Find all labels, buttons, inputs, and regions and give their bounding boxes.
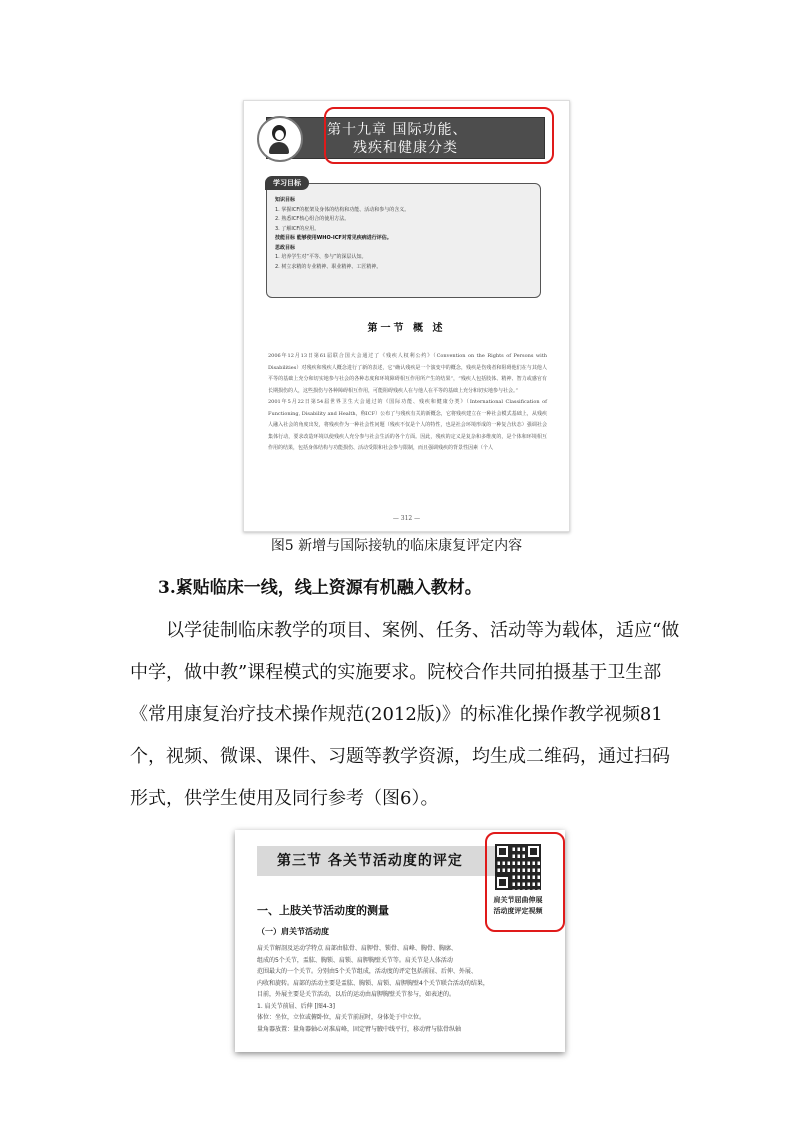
objective-item: 知识目标 — [275, 197, 296, 203]
paragraph-line: 中学，做中教”课程模式的实施要求。院校合作共同拍摄基于卫生部 — [130, 662, 662, 683]
paragraph-line: 个，视频、微课、课件、习题等教学资源，均生成二维码，通过扫码 — [130, 746, 670, 767]
objective-item: 技能目标 能够使用WHO-ICF对常见疾病进行评估。 — [275, 235, 392, 241]
figure-6-body — [257, 943, 553, 1035]
objective-item: 3. 了解ICF的应用。 — [275, 225, 320, 232]
figure-5-caption: 图5 新增与国际接轨的临床康复评定内容 — [270, 538, 523, 554]
sub-subsection-heading: （一）肩关节活动度 — [257, 927, 329, 936]
section-heading: 3.紧贴临床一线，线上资源有机融入教材。 — [158, 578, 482, 598]
highlight-box-qr — [485, 832, 565, 932]
learning-objectives-list — [275, 196, 534, 272]
objective-item: 1. 掌握ICF的框架及身体的结构和功能、活动和参与的含义。 — [275, 206, 410, 213]
highlight-box-chapter — [324, 107, 554, 164]
qr-caption-line-1: 肩关节屈曲伸展 — [493, 896, 543, 904]
section-paragraph-2: 2001年5月22日第54届世界卫生大会通过的《国际功能、残疾和健康分类》（International Classification of Functioning, Disability and Health，称ICF）公布了与残疾有关的新概念，它将残疾建立在一种社会模式基础上，从残疾人融入社会的角度出发，将残疾作为一种社会性问题（残疾不仅是个人的特性，也是社会环境形成的一种复合状态）强调社会集体行动，要求改造环境以使残疾人充分参与社会生活的各个方面。因此，残疾的定义是复杂和多维度的，是个体和环境相互作用的结果，包括身体结构与功能损伤、活动受限和社会参与限制，而且强调残疾的背景性因素（个人 — [268, 399, 547, 451]
body-paragraph — [130, 610, 690, 820]
objective-item: 2. 熟悉ICF核心组合的使用方法。 — [275, 216, 350, 222]
paragraph-line: 形式，供学生使用及同行参考（图6）。 — [130, 788, 439, 809]
objective-item: 1. 培养学生对“平等、参与”的深层认知。 — [275, 254, 367, 260]
paragraph-line: 《常用康复治疗技术操作规范(2012版)》的标准化操作教学视频81 — [130, 704, 663, 725]
subsection-heading: 一、上肢关节活动度的测量 — [257, 904, 389, 917]
section-title: 第一节 概 述 — [367, 323, 446, 334]
qr-caption-line-2: 活动度评定视频 — [493, 907, 543, 915]
page-number: — 312 — — [392, 515, 421, 522]
figure-6-body-line: 肩关节解剖及运动学特点 肩部由肱骨、肩胛骨、锁骨、肩峰、胸骨、胸廓、 — [257, 945, 457, 952]
figure-6-body-line: 体位：坐位，立位或俯卧位，肩关节前屈时，身体处于中立位。 — [257, 1014, 426, 1021]
figure-6-section-title: 第三节 各关节活动度的评定 — [277, 853, 463, 869]
figure-5-image — [243, 100, 570, 532]
figure-6-body-line: 量角器放置：量角器轴心对准肩峰，固定臂与腋中线平行，移动臂与肱骨纵轴 — [257, 1025, 462, 1033]
objective-item: 2. 树立求精的专业精神、职业精神、工匠精神。 — [275, 263, 382, 270]
avatar-icon — [257, 116, 303, 162]
learning-objectives-box — [266, 179, 541, 298]
learning-objectives-tab: 学习目标 — [265, 176, 309, 190]
figure-6-body-line: 内收和旋转。肩部的活动主要是盂肱、胸锁、肩锁、肩胛胸壁4个关节联合活动的结果， — [257, 979, 489, 987]
chapter-title-line-2: 残疾和健康分类 — [353, 140, 458, 156]
section-paragraph-1: 2006年12月13日第61届联合国大会通过了《残疾人权利公约》（Convention on the Rights of Persons with Disabilities）对残疾和残疾人概念进行了新的表述，它“确认残疾是一个演变中的概念，残疾是伤残者和阻碍他们在与其他人平等的基础上充分和切实地参与社会的各种态度和环境障碍相互作用所产生的结果”，“残疾人包括肢体、精神、智力或感官有长期损伤的人，这些损伤与各种障碍相互作用，可能阻碍残疾人在与他人在平等的基础上充分和切实地参与社会。” — [268, 353, 547, 394]
figure-6-body-line: 目前，外展主要是关节活动，以后的运动由肩胛胸壁关节参与，如表述的。 — [257, 991, 456, 998]
figure-6-image — [235, 830, 565, 1052]
chapter-title-line-1: 第十九章 国际功能、 — [327, 122, 468, 138]
figure-6-body-line: 组成的5个关节，盂肱、胸锁、肩锁、肩胛胸壁关节等。肩关节是人体活动 — [257, 956, 453, 964]
paragraph-line: 以学徒制临床教学的项目、案例、任务、活动等为载体，适应“做 — [166, 620, 680, 641]
objective-item: 思政目标 — [275, 244, 296, 251]
figure-6-body-line: 范围最大的一个关节。分别由5个关节组成，活动度的评定包括前屈、后伸、外展、 — [257, 968, 477, 975]
figure-6-body-line: 1. 肩关节前屈、后伸 [图4-3] — [257, 1002, 336, 1010]
section-body — [268, 351, 547, 455]
